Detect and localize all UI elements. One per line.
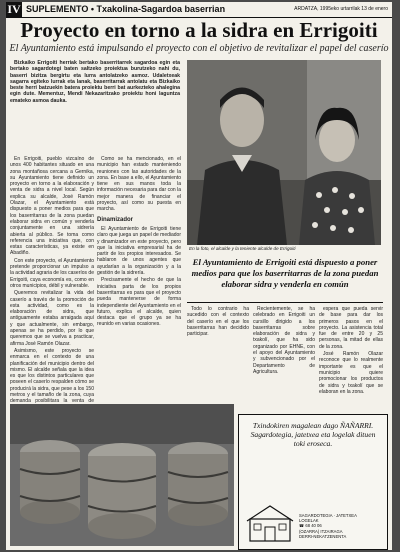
section-topic: Txakolina-Sagardoa baserrian bbox=[96, 4, 226, 14]
page-number: IV bbox=[7, 2, 21, 16]
ad-line: (OZARRA) ITZAIRAGA bbox=[299, 528, 343, 534]
paragraph: Recientemente, se ha celebrado en Errigoiti un cursillo dirigido a los baserritarras sobre elaboración de sidra y txakolí, que ha sido organizado por EHNE, con el apoyo del Ayuntamiento y subvencionado por el Departamento de Agricultura. bbox=[253, 306, 315, 375]
divider bbox=[187, 302, 383, 303]
paragraph: En Errigoiti, pueblo vizcaíno de unos 400 habitantes situado en una zona montañosa cercana a Gernika, su Ayuntamiento tiene definido un proyecto en torno a la elaboración y venta de sidra a nivel local. Según explica su alcalde, José Ramón Olazar, el Ayuntamiento está dispuesto a poner medios para que los baserritarras de la zona puedan elaborar sidra en común y venderla conjuntamente en una sidrería abierta al público. Se toma como referencia una iniciativa que, con estas características, ya existe en Abadiño. bbox=[10, 156, 94, 257]
barrels-illustration bbox=[10, 404, 234, 546]
paragraph: Con este proyecto, el Ayuntamiento pretende proporcionar un impulso a la actividad agraria de los caseríos de Errigoiti, cuya economía es, como en otros municipios, débil y vulnerable. bbox=[10, 257, 94, 289]
column-2 bbox=[97, 156, 181, 402]
sagardotegia-ad bbox=[238, 414, 388, 550]
column-4 bbox=[253, 306, 315, 402]
column-5 bbox=[319, 306, 383, 410]
article-subtitle: El Ayuntamiento está impulsando el proyecto con el objetivo de revitalizar el papel del caserío bbox=[9, 43, 389, 54]
ad-script-text: Txindokiren magalean dago ÑAÑARRI. Sagardotegia, jatetxea eta logelak dituen toki eroseca. bbox=[250, 421, 376, 448]
article-title: Proyecto en torno a la sidra en Errigoiti bbox=[20, 18, 378, 42]
paragraph: Asimismo, este proyecto se enmarca en el contexto de una planificación del municipio dentro del mismo. El alcalde señala que la idea es que los distintos particulares que poseen el caserío respalden cómo se producirá la sidra, que pese a los 150 metros y el tamaño de la zona, cuya demanda posibilitara la venta de bbox=[10, 347, 94, 405]
ad-line: LOGELAK bbox=[299, 518, 319, 524]
paragraph: Queremos revitalizar la vida del caserío a través de la promoción de esta actividad, como es la elaboración de sidra, que antiguamente estaba arraigada aquí y que actualmente, sin embargo, apenas se ha perdido, por lo que queremos que se vuelva a practicar, afirma José Ramón Olazar. bbox=[10, 290, 94, 347]
paragraph: Todo lo contrario ha sucedido con el contexto del caserío en el que los baserritarras han decidido participar. bbox=[187, 306, 249, 338]
column-1 bbox=[10, 156, 94, 405]
mayor-photo bbox=[187, 60, 381, 245]
cider-barrels-photo bbox=[10, 404, 234, 546]
ad-line: DERRI-NEKATZENENTA bbox=[299, 533, 347, 539]
section-title: SUPLEMENTO • Txakolina-Sagardoa baserrian bbox=[26, 4, 226, 14]
photo-illustration bbox=[187, 60, 381, 245]
paragraph: José Ramón Olazar reconoce que lo realmente importante es que el municipio quiere promocionar los productos de sidra y txakolí que se elaboran en la zona. bbox=[319, 351, 383, 395]
newspaper-page bbox=[6, 2, 392, 550]
photo-caption: En la foto, el alcalde y la teniente alcalde de Errigoiti bbox=[189, 246, 296, 251]
paragraph: El Ayuntamiento de Errigoiti tiene claro que juega un papel de mediador y dinamizador en este proyecto, pero que la iniciativa empresarial ha de partir de los propios interesados. Se hablaron de unos agentes que ayudarían a la organización y a la gestión de la sidrería. bbox=[97, 225, 181, 277]
ad-contact-block bbox=[299, 513, 383, 539]
column-3 bbox=[187, 306, 249, 402]
basque-intro-block bbox=[10, 60, 180, 153]
subheading-dinamizador: Dinamizador bbox=[97, 216, 134, 223]
paragraph: Precisamente el hecho de que la iniciativa parta de los propios baserritarras es para que el proyecto pueda mantenerse de forma independiente del Ayuntamiento en el futuro, explica el alcalde, quien destaca que el grupo ya se ha reunido en varias ocasiones. bbox=[97, 277, 181, 328]
paragraph: Como se ha mencionado, en el municipio han estado manteniendo reuniones con las autoridades de la zona. En base a ello, el Ayuntamiento tiene en sus manos toda la información necesaria para dar con la mejor manera de financiar el proyecto, así como su puesta en marcha. bbox=[97, 156, 181, 213]
basque-intro: Bizkaiko Errigoiti herriak bertako baserritarrek sagardoa egin eta bertako sagardotegi baten saltzeko proiektua burutzeko nahi du, baserri bizitza bergirtu eta lurra antolatzeko asmoz. Udaletxeak sagarra egiteko lurrak eta lanak, baserritarrak antolatu eta Bizkaiko beste herri batzuekin batera proiektu berri bat aurkezteko ahalegina egin dute. Mementuz, Mendi Nekazaritzako proiektu honi laguntza emateko asmoa dauka. bbox=[10, 60, 180, 104]
ad-line: SAGARDOTEGIA · JATETXEA bbox=[299, 513, 357, 518]
section-label: SUPLEMENTO bbox=[26, 4, 89, 14]
ad-house-icon bbox=[245, 503, 295, 543]
pull-quote: El Ayuntamiento de Errigoiti está dispuesto a poner medios para que los baserritarras de la zona puedan elaborar sidra y venderla en común bbox=[191, 257, 379, 289]
ad-line: ☎ 68 40 06 bbox=[299, 523, 322, 529]
paragraph: espera que pueda servir de base para dar los primeros pasos en el proyecto. La asistencia total fue de entre 20 y 25 personas, la mitad de ellas de la zona. bbox=[319, 306, 383, 350]
page-header bbox=[6, 2, 392, 18]
issue-date: ARDATZA, 1995eko urtarrilak 13 de enero bbox=[294, 6, 388, 12]
